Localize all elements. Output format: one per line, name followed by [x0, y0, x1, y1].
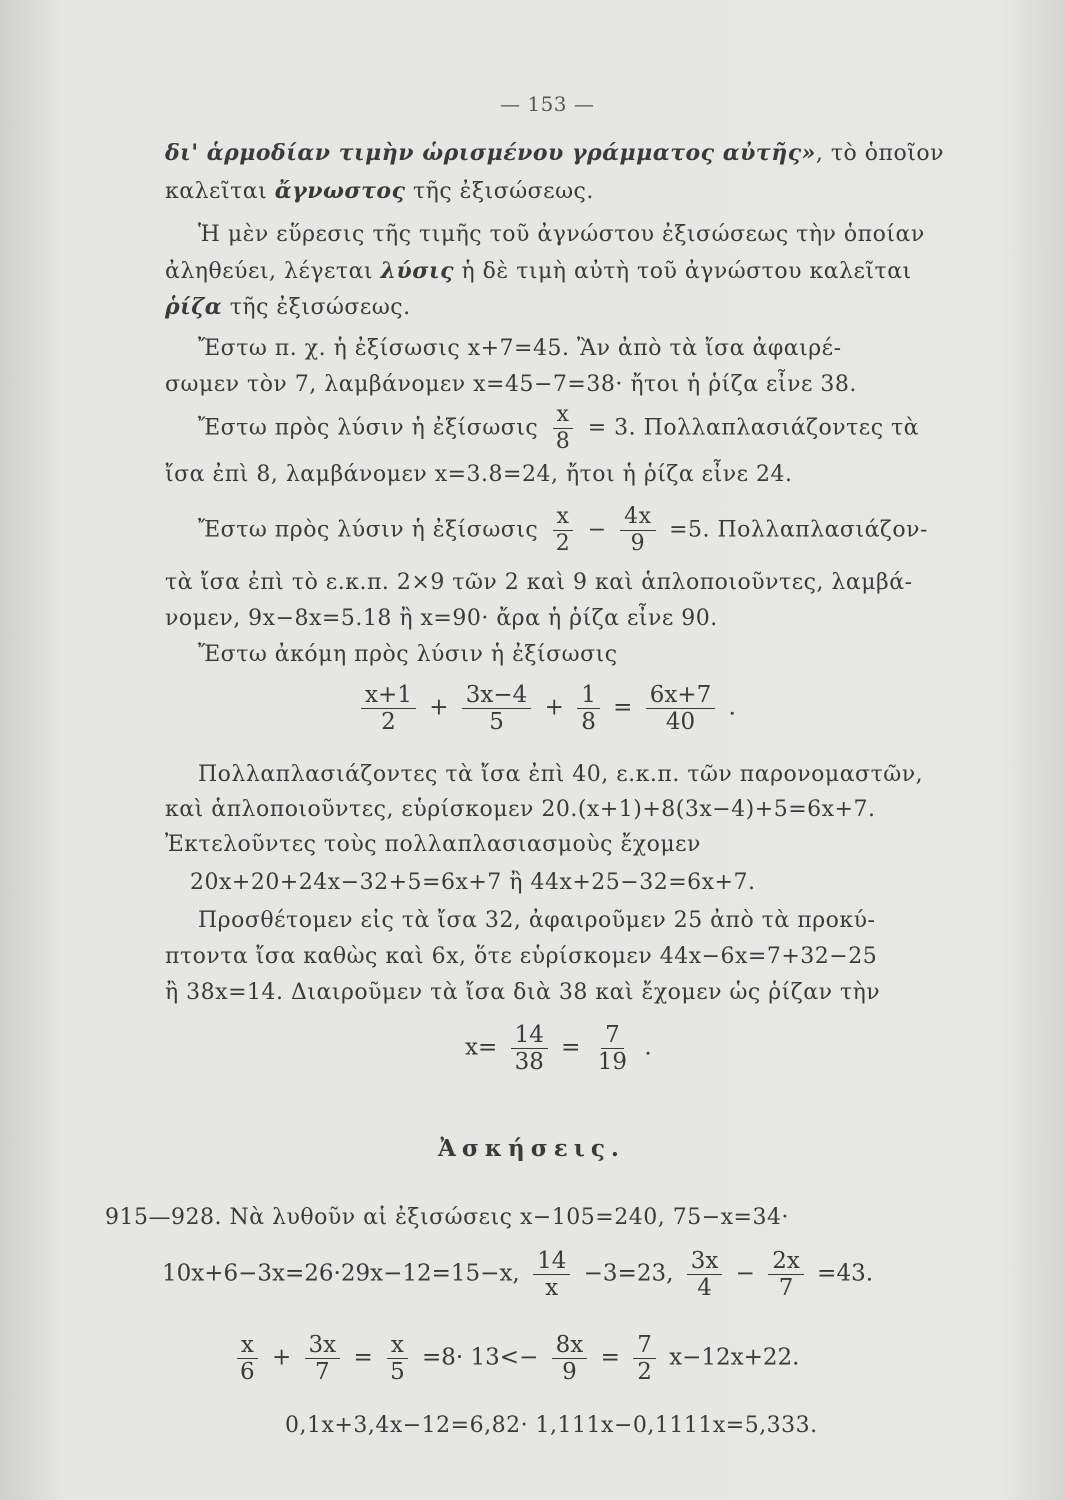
frac-den: 2 — [637, 1359, 652, 1385]
frac-den: 9 — [630, 531, 646, 556]
fraction-14-over-38 — [511, 1022, 548, 1075]
frac-den: 7 — [315, 1359, 330, 1385]
period: . — [644, 1034, 652, 1061]
exercise-text: x−12x+22. — [669, 1344, 800, 1371]
frac-den: 9 — [562, 1359, 577, 1385]
frac-num: 7 — [601, 1022, 624, 1049]
fraction-2x-over-7 — [768, 1248, 804, 1301]
period: . — [728, 694, 736, 721]
para7-line-1: Προσθέτομεν εἰς τὰ ἴσα 32, ἀφαιροῦμεν 25 ἀπὸ τὰ προκύ- — [198, 908, 876, 933]
minus-sign: − — [735, 1260, 755, 1287]
fraction-6x-plus-7-over-40 — [646, 682, 716, 735]
para6-line-3: Ἐκτελοῦντες τοὺς πολλαπλασιασμοὺς ἔχομεν — [165, 832, 701, 857]
para1-line-3 — [165, 294, 411, 320]
fraction-7-over-2 — [633, 1332, 656, 1385]
para1-text-3: τῆς ἐξισώσεως. — [222, 295, 411, 320]
para3-line-1 — [198, 402, 919, 455]
term-agnostos: ἄγνωστος — [274, 178, 406, 204]
frac-num: 2x — [768, 1248, 804, 1275]
frac-den: x — [545, 1275, 559, 1301]
plus-sign: + — [429, 694, 449, 721]
frac-num: 4x — [620, 504, 655, 531]
term-lysis: λύσις — [380, 258, 454, 284]
frac-num: x — [553, 402, 574, 429]
para6-line-4: 20x+20+24x−32+5=6x+7 ἢ 44x+25−32=6x+7. — [190, 870, 756, 895]
fraction-8x-over-9 — [552, 1332, 588, 1385]
fraction-x-over-2 — [552, 504, 575, 557]
equals-sign: = — [353, 1344, 373, 1371]
equation-display-2 — [465, 1022, 652, 1075]
equals-sign: = — [613, 694, 633, 721]
fraction-x-over-8 — [552, 402, 575, 455]
frac-den: 5 — [489, 709, 504, 735]
para4-line-3: νομεν, 9x−8x=5.18 ἢ x=90· ἄρα ἡ ῥίζα εἶνε 90. — [165, 606, 718, 631]
frac-num: 14 — [533, 1248, 570, 1275]
fraction-3x-over-7 — [305, 1332, 341, 1385]
intro-bold-phrase: δι' ἁρμοδίαν τιμὴν ὡρισμένου γράμματος αὐτῆς» — [165, 140, 816, 166]
exercise-line-2 — [162, 1248, 873, 1301]
para4-line-2: τὰ ἴσα ἐπὶ τὸ ε.κ.π. 2×9 τῶν 2 καὶ 9 καὶ ἁπλοποιοῦντες, λαμβά- — [165, 570, 913, 595]
minus-sign: − — [587, 517, 607, 543]
para4-post: =5. Πολλαπλασιάζον- — [669, 517, 928, 543]
frac-num: 8x — [552, 1332, 588, 1359]
frac-den: 2 — [555, 531, 571, 556]
fraction-x-over-6 — [236, 1332, 259, 1385]
para4-line-1 — [198, 504, 928, 557]
frac-den: 5 — [390, 1359, 405, 1385]
frac-num: x+1 — [361, 682, 416, 709]
equals-sign: = — [600, 1344, 620, 1371]
fraction-x-plus-1-over-2 — [361, 682, 416, 735]
para5-line-1: Ἔστω ἀκόμη πρὸς λύσιν ἡ ἐξίσωσις — [198, 642, 618, 667]
fraction-3x-over-4 — [687, 1248, 723, 1301]
page-number: — 153 — — [500, 92, 595, 116]
exercise-line-4: 0,1x+3,4x−12=6,82· 1,111x−0,1111x=5,333. — [285, 1413, 818, 1438]
para7-line-2: πτοντα ἴσα καθὼς καὶ 6x, ὅτε εὑρίσκομεν 44x−6x=7+32−25 — [165, 944, 878, 969]
frac-num: 3x−4 — [462, 682, 532, 709]
exercise-text: 10x+6−3x=26·29x−12=15−x, — [162, 1260, 520, 1287]
fraction-1-over-8 — [577, 682, 600, 735]
term-riza: ῥίζα — [165, 294, 223, 320]
exercise-text: =8· 13<− — [422, 1344, 539, 1371]
para3-post: = 3. Πολλαπλασιάζοντες τὰ — [587, 415, 920, 441]
para1-text: ἀληθεύει, λέγεται — [165, 259, 381, 284]
para3-line-2: ἴσα ἐπὶ 8, λαμβάνομεν x=3.8=24, ἤτοι ἡ ῥίζα εἶνε 24. — [165, 462, 793, 487]
intro-rest: , τὸ ὁποῖον — [815, 141, 944, 166]
para3-pre: Ἔστω πρὸς λύσιν ἡ ἐξίσωσις — [198, 415, 539, 441]
para6-line-2: καὶ ἁπλοποιοῦντες, εὑρίσκομεν 20.(x+1)+8(3x−4)+5=6x+7. — [165, 797, 876, 822]
frac-num: 6x+7 — [646, 682, 716, 709]
frac-num: 3x — [687, 1248, 723, 1275]
para1-line-2 — [165, 258, 912, 284]
frac-den: 19 — [597, 1049, 628, 1075]
equation-display-1 — [355, 682, 736, 735]
frac-den: 38 — [514, 1049, 544, 1075]
equals-sign: = — [561, 1034, 581, 1061]
frac-den: 7 — [778, 1275, 794, 1301]
plus-sign: + — [544, 694, 564, 721]
frac-num: 7 — [633, 1332, 656, 1359]
frac-den: 2 — [381, 709, 396, 735]
para7-line-3: ἢ 38x=14. Διαιροῦμεν τὰ ἴσα διὰ 38 καὶ ἔχομεν ὡς ῥίζαν τὴν — [165, 980, 881, 1005]
frac-num: 3x — [305, 1332, 341, 1359]
intro-line-2 — [165, 178, 594, 204]
frac-den: 8 — [555, 429, 571, 454]
exercises-heading: Ἀσκήσεις. — [438, 1135, 625, 1162]
plus-sign: + — [271, 1344, 292, 1371]
frac-num: 1 — [577, 682, 600, 709]
frac-den: 8 — [581, 709, 596, 735]
exercise-line-1: 915—928. Νὰ λυθοῦν αἱ ἐξισώσεις x−105=240, 75−x=34· — [105, 1205, 789, 1230]
fraction-x-over-5 — [386, 1332, 409, 1385]
frac-num: x — [387, 1332, 408, 1359]
exercise-text: −3=23, — [583, 1260, 674, 1287]
intro-text: καλεῖται — [165, 179, 275, 204]
frac-num: 14 — [511, 1022, 548, 1049]
frac-num: x — [237, 1332, 258, 1359]
x-equals: x= — [465, 1034, 498, 1061]
para1-line-1: Ἡ μὲν εὕρεσις τῆς τιμῆς τοῦ ἀγνώστου ἐξισώσεως τὴν ὁποίαν — [198, 222, 925, 247]
frac-den: 4 — [697, 1275, 712, 1301]
frac-den: 40 — [665, 709, 696, 735]
para2-line-1: Ἔστω π. χ. ἡ ἐξίσωσις x+7=45. Ἂν ἀπὸ τὰ ἴσα ἀφαιρέ- — [198, 336, 842, 361]
fraction-3x-minus-4-over-5 — [462, 682, 532, 735]
para1-text-end: ἡ δὲ τιμὴ αὐτὴ τοῦ ἀγνώστου καλεῖται — [454, 259, 912, 284]
para4-pre: Ἔστω πρὸς λύσιν ἡ ἐξίσωσις — [198, 517, 539, 543]
intro-text-end: τῆς ἐξισώσεως. — [405, 179, 594, 204]
exercise-text: =43. — [817, 1260, 874, 1287]
intro-line-1 — [165, 140, 944, 166]
fraction-14-over-x — [533, 1248, 570, 1301]
fraction-4x-over-9 — [620, 504, 655, 557]
frac-den: 6 — [240, 1359, 255, 1385]
para6-line-1: Πολλαπλασιάζοντες τὰ ἴσα ἐπὶ 40, ε.κ.π. τῶν παρονομαστῶν, — [198, 762, 924, 787]
frac-num: x — [553, 504, 574, 531]
para2-line-2: σωμεν τὸν 7, λαμβάνομεν x=45−7=38· ἤτοι ἡ ῥίζα εἶνε 38. — [165, 372, 857, 397]
exercise-line-3 — [230, 1332, 799, 1385]
fraction-7-over-19 — [594, 1022, 631, 1075]
